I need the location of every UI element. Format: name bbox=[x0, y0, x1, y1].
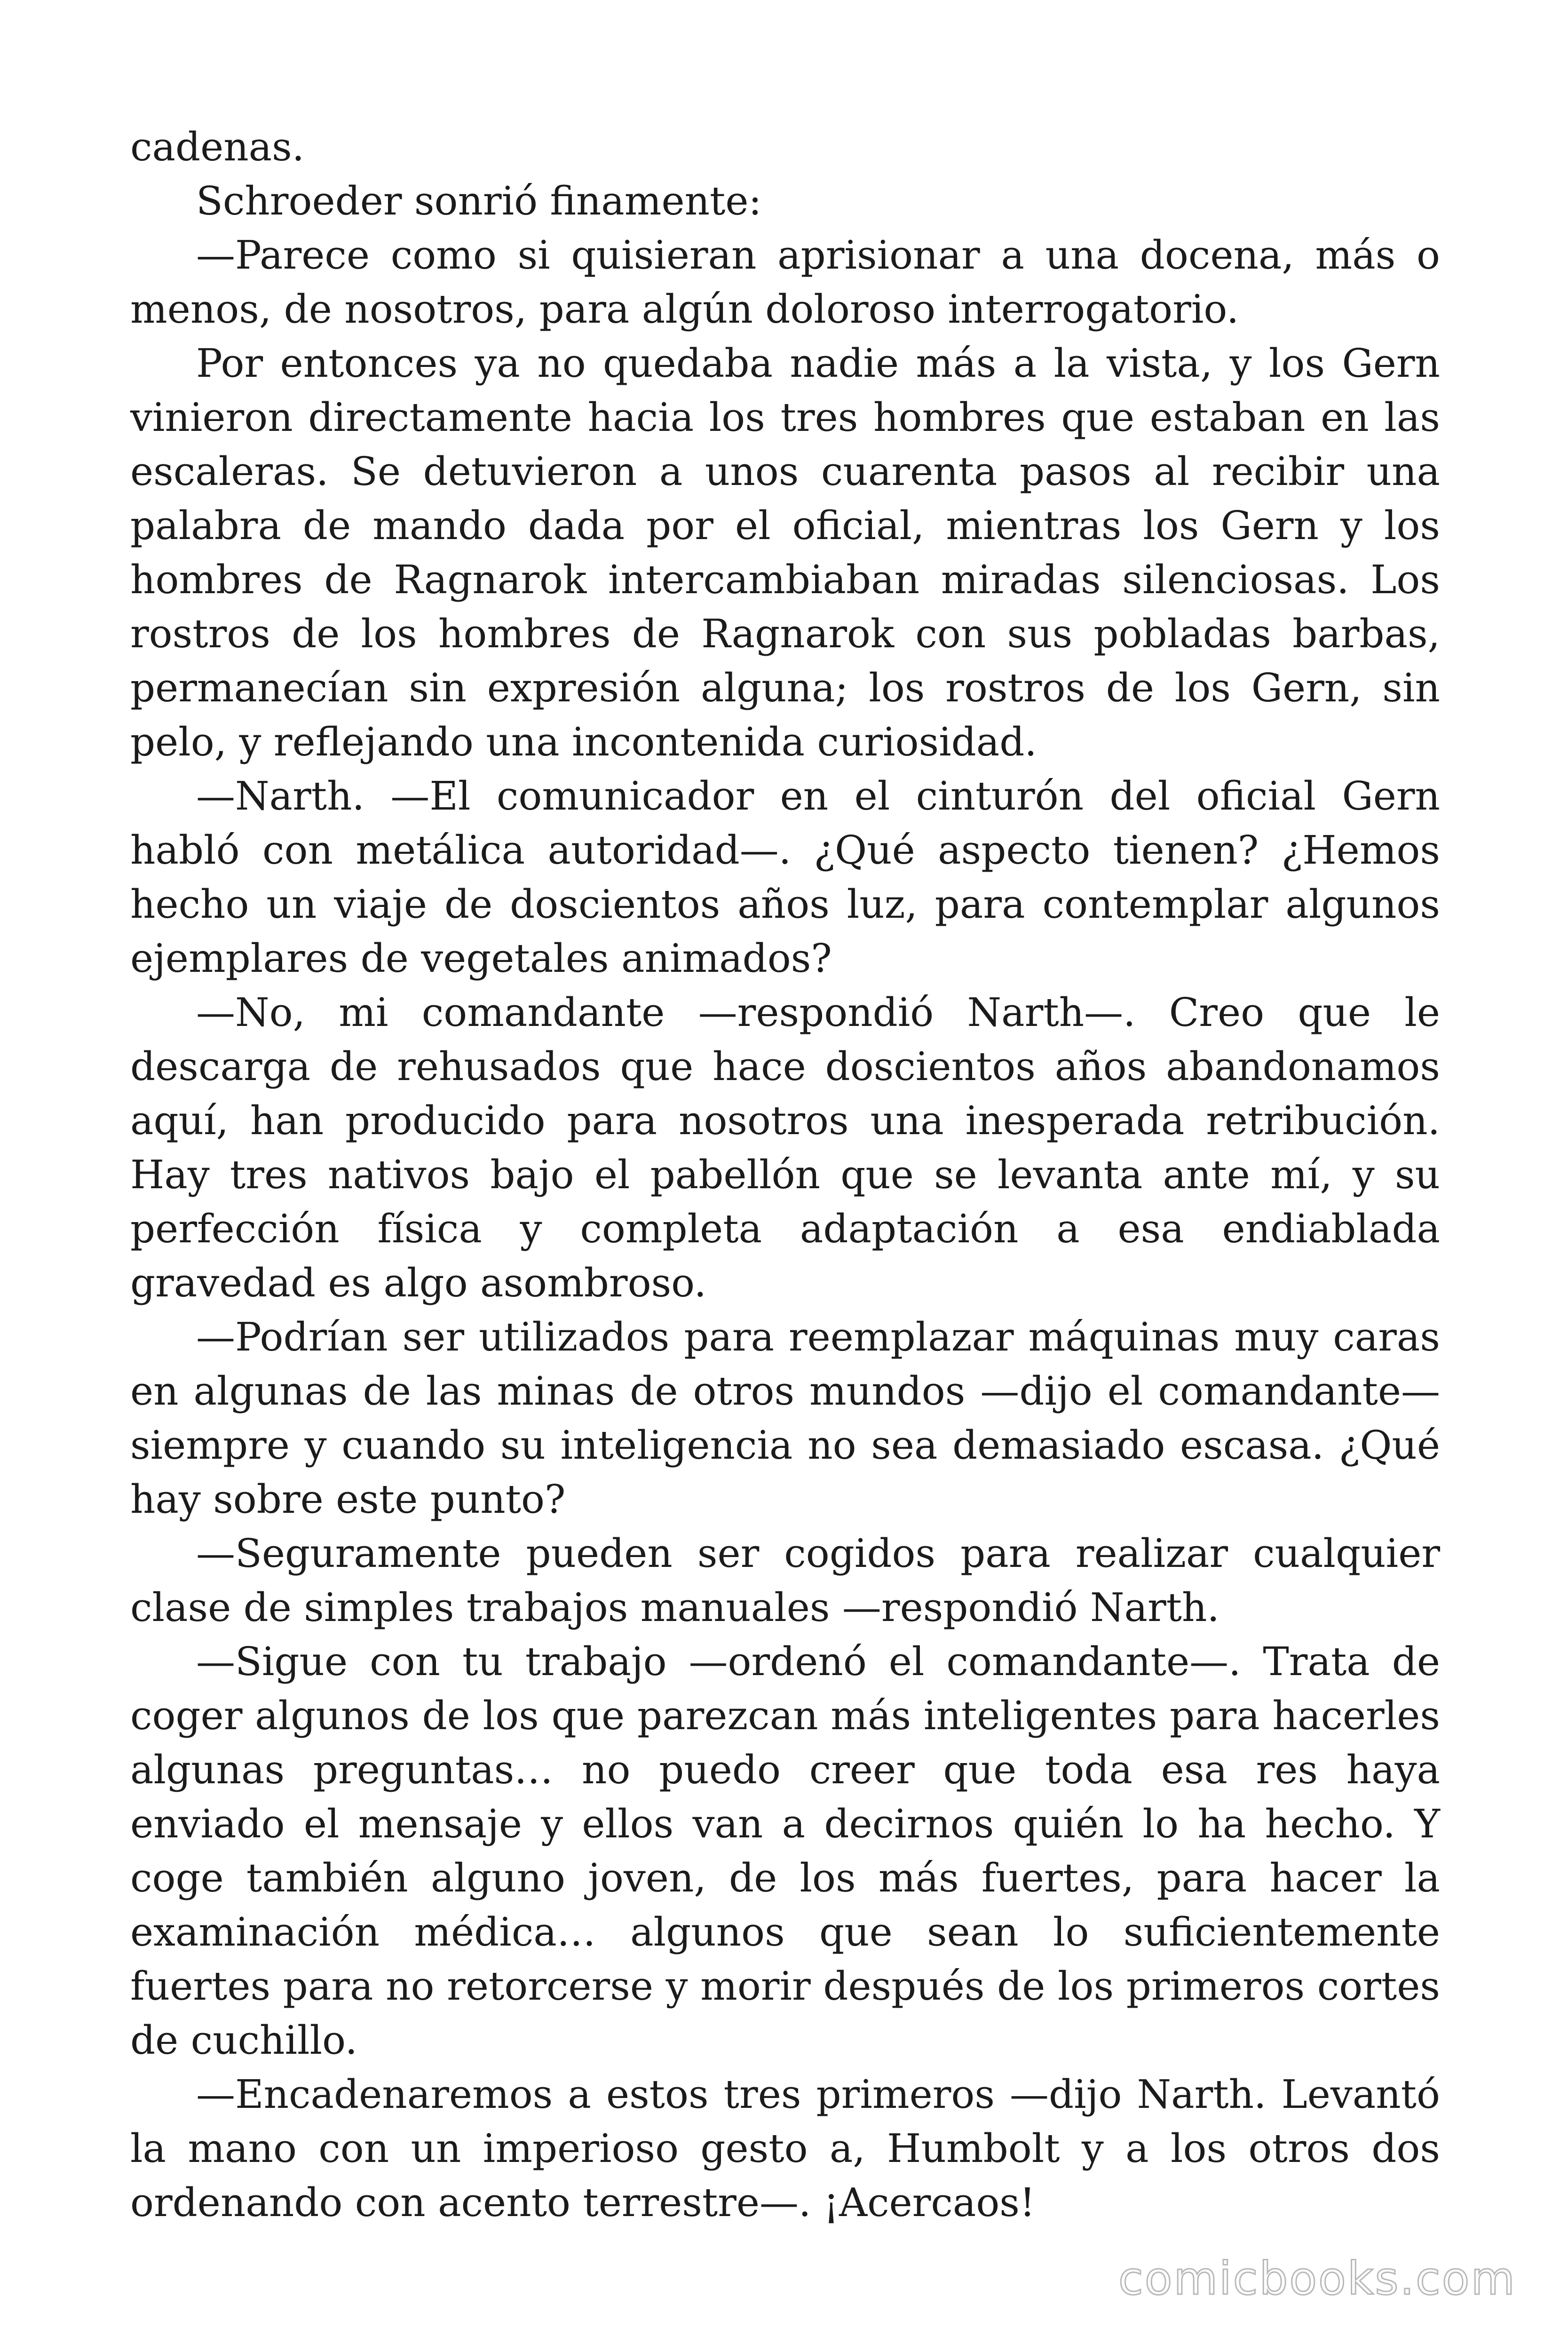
paragraph: —Parece como si quisieran aprisionar a una docena, más o menos, de nosotros, para algún doloroso interrogatorio. bbox=[130, 232, 1440, 332]
paragraph: —Podrían ser utilizados para reemplazar máquinas muy caras en algunas de las minas de otros mundos —dijo el comandante— siempre y cuando su inteligencia no sea demasiado escasa. ¿Qué hay sobre este punto? bbox=[130, 1314, 1440, 1522]
paragraph: —Encadenaremos a estos tres primeros —dijo Narth. Levantó la mano con un imperioso gesto a, Humbolt y a los otros dos ordenando con acento terrestre—. ¡Acercaos! bbox=[130, 2072, 1440, 2225]
paragraph: Schroeder sonrió finamente: bbox=[196, 178, 762, 224]
paragraph: —Narth. —El comunicador en el cinturón del oficial Gern habló con metálica autoridad—. ¿Qué aspecto tienen? ¿Hemos hecho un viaje de doscientos años luz, para contemplar algunos ejemplares de vegetales animados? bbox=[130, 773, 1440, 981]
paragraph: cadenas. bbox=[130, 124, 305, 170]
paragraph: —Sigue con tu trabajo —ordenó el comandante—. Trata de coger algunos de los que parezcan más inteligentes para hacerles algunas preguntas… no puedo creer que toda esa res haya enviado el mensaje y ellos van a decirnos quién lo ha hecho. Y coge también alguno joven, de los más fuertes, para hacer la examinación médica… algunos que sean lo suficientemente fuertes para no retorcerse y morir después de los primeros cortes de cuchillo. bbox=[130, 1639, 1440, 2063]
paragraph: Por entonces ya no quedaba nadie más a la vista, y los Gern vinieron directamente hacia los tres hombres que estaban en las escaleras. Se detuvieron a unos cuarenta pasos al recibir una palabra de mando dada por el oficial, mientras los Gern y los hombres de Ragnarok intercambiaban miradas silenciosas. Los rostros de los hombres de Ragnarok con sus pobladas barbas, permanecían sin expresión alguna; los rostros de los Gern, sin pelo, y reflejando una incontenida curiosidad. bbox=[130, 341, 1440, 765]
paragraph: —No, mi comandante —respondió Narth—. Creo que le descarga de rehusados que hace doscientos años abandonamos aquí, han producido para nosotros una inesperada retribución. Hay tres nativos bajo el pabellón que se levanta ante mí, y su perfección física y completa adaptación a esa endiablada gravedad es algo asombroso. bbox=[130, 990, 1440, 1306]
page-body bbox=[130, 120, 1440, 2230]
paragraph: —Seguramente pueden ser cogidos para realizar cualquier clase de simples trabajos manuales —respondió Narth. bbox=[130, 1531, 1440, 1630]
watermark: comicbooks.com bbox=[1118, 2252, 1516, 2305]
